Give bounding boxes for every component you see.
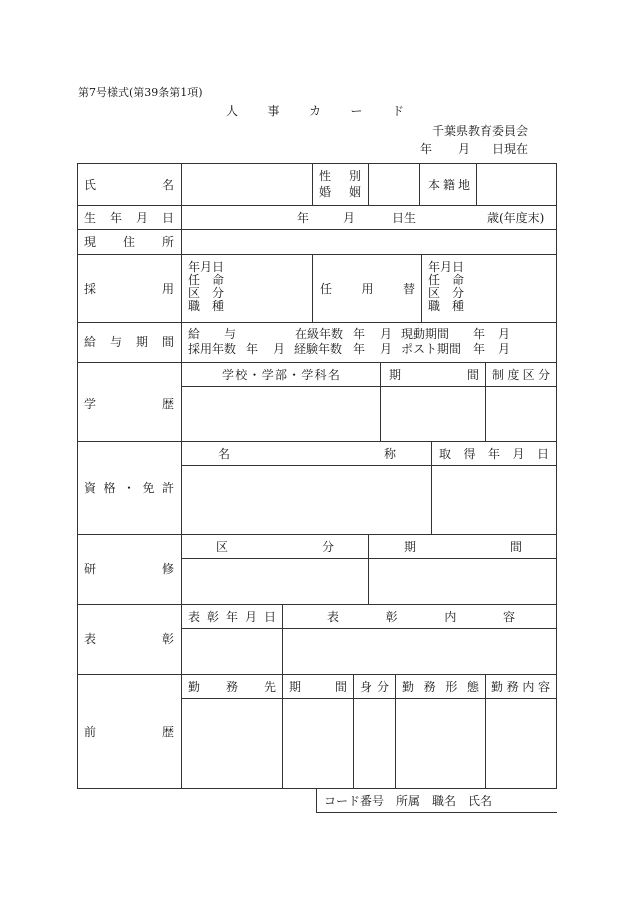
training-category-header: 区 分 [216, 540, 334, 554]
education-period-header: 期 間 [389, 368, 479, 382]
form-number: 第7号様式(第39条第1項) [78, 86, 203, 99]
education-school-header: 学 校 ・ 学 部 ・ 学 科 名 [222, 368, 340, 382]
birthdate-label: 生 年 月 日 [84, 211, 174, 225]
birth-year-unit: 年 [297, 211, 310, 225]
career-workplace-header: 勤 務 先 [188, 680, 276, 694]
training-label: 研 修 [84, 562, 174, 576]
issuer: 千葉県教育委員会 [432, 124, 529, 138]
gender-label: 性 別 [319, 169, 361, 183]
qualification-label: 資 格 ・ 免 許 [84, 481, 174, 495]
age-label: 歳(年度末) [487, 211, 545, 225]
career-work-content-header: 勤 務 内 容 [491, 680, 550, 694]
commendation-date-header: 表 彰 年 月 日 [188, 610, 276, 624]
career-period-header: 期 間 [289, 680, 347, 694]
career-label: 前 歴 [84, 725, 174, 739]
footer-code-line: コード番号 所属 職名 氏名 [324, 794, 493, 808]
career-work-type-header: 勤 務 形 態 [402, 680, 479, 694]
birth-day-unit: 日生 [392, 211, 417, 225]
salary-line-1: 給 与 在級年数 年 月 現動期間 年 月 [188, 327, 511, 341]
salary-period-label: 給 与 期 間 [84, 335, 174, 349]
name-label: 氏 名 [84, 178, 174, 192]
salary-line-2: 採用年数 年 月 経験年数 年 月 ポスト期間 年 月 [188, 342, 511, 356]
career-status-header: 身 分 [360, 680, 389, 694]
as-of-date: 年 月 日現在 [420, 142, 529, 156]
training-period-header: 期 間 [404, 540, 522, 554]
commendation-content-header: 表 彰 内 容 [327, 610, 515, 624]
address-label: 現 住 所 [84, 235, 174, 249]
page-title: 人 事 カ ー ド [226, 104, 404, 118]
domicile-label: 本 籍 地 [428, 178, 470, 192]
appointment-label: 採 用 [84, 282, 174, 296]
education-system-header: 制 度 区 分 [492, 368, 550, 382]
marriage-label: 婚 姻 [319, 185, 361, 199]
education-label: 学 歴 [84, 397, 174, 411]
transfer-label: 任 用 替 [320, 282, 415, 296]
birth-month-unit: 月 [343, 211, 356, 225]
qualification-date-header: 取 得 年 月 日 [439, 447, 549, 461]
qualification-name-header: 名 称 [218, 447, 396, 461]
commendation-label: 表 彰 [84, 632, 174, 646]
